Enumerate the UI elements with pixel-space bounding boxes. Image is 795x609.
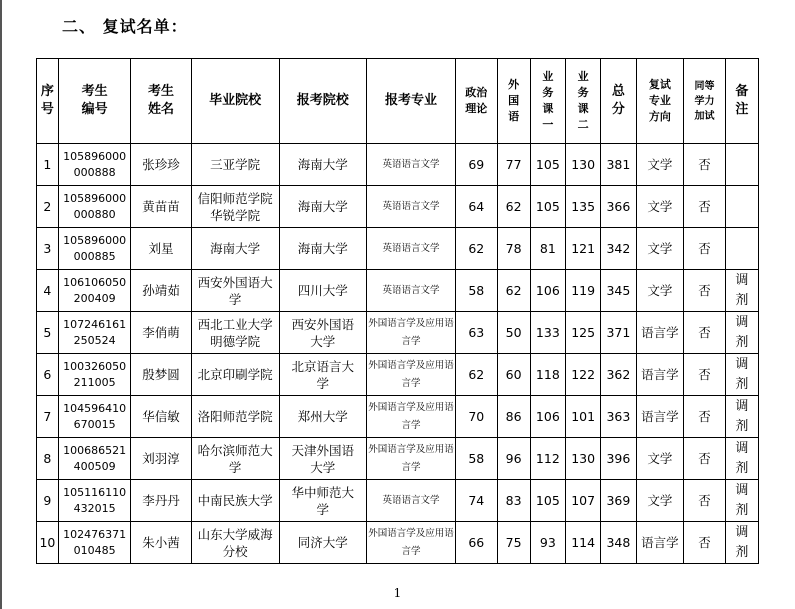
table-row (37, 354, 759, 396)
cell-remark: 调剂 (725, 438, 758, 480)
cell-remark: 调剂 (725, 396, 758, 438)
cell-course1: 105 (530, 144, 565, 186)
cell-remark: 调剂 (725, 312, 758, 354)
cell-name: 刘羽淳 (131, 438, 191, 480)
cell-grad-school: 海南大学 (191, 228, 279, 270)
cell-foreign: 60 (497, 354, 530, 396)
cell-name: 朱小茜 (131, 522, 191, 564)
cell-name: 李俏萌 (131, 312, 191, 354)
cell-name: 张珍珍 (131, 144, 191, 186)
cell-grad-school: 信阳师范学院华锐学院 (191, 186, 279, 228)
retest-roster-table (36, 58, 759, 564)
table-row (37, 480, 759, 522)
cell-apply-major: 外国语言学及应用语言学 (366, 312, 455, 354)
cell-politics: 63 (456, 312, 497, 354)
cell-remark: 调剂 (725, 270, 758, 312)
cell-politics: 58 (456, 270, 497, 312)
cell-foreign: 50 (497, 312, 530, 354)
cell-direction: 语言学 (636, 522, 684, 564)
cell-apply-school: 北京语言大学 (279, 354, 366, 396)
cell-apply-school: 海南大学 (279, 144, 366, 186)
cell-course1: 133 (530, 312, 565, 354)
cell-politics: 62 (456, 228, 497, 270)
cell-politics: 62 (456, 354, 497, 396)
table-row (37, 270, 759, 312)
cell-politics: 58 (456, 438, 497, 480)
cell-apply-school: 同济大学 (279, 522, 366, 564)
cell-no: 3 (37, 228, 59, 270)
cell-foreign: 62 (497, 186, 530, 228)
table-header-row (37, 59, 759, 144)
cell-direction: 文学 (636, 186, 684, 228)
cell-course2: 121 (565, 228, 600, 270)
cell-total: 396 (601, 438, 636, 480)
cell-foreign: 75 (497, 522, 530, 564)
cell-total: 363 (601, 396, 636, 438)
cell-name: 黄苗苗 (131, 186, 191, 228)
cell-apply-major: 英语语言文学 (366, 186, 455, 228)
table-row (37, 396, 759, 438)
cell-remark: 调剂 (725, 480, 758, 522)
cell-grad-school: 西安外国语大学 (191, 270, 279, 312)
cell-equiv: 否 (684, 396, 725, 438)
cell-remark: 调剂 (725, 522, 758, 564)
cell-total: 345 (601, 270, 636, 312)
cell-exam-id: 102476371010485 (58, 522, 131, 564)
cell-course1: 112 (530, 438, 565, 480)
cell-politics: 70 (456, 396, 497, 438)
cell-exam-id: 104596410670015 (58, 396, 131, 438)
cell-apply-school: 西安外国语大学 (279, 312, 366, 354)
cell-name: 华信敏 (131, 396, 191, 438)
header-exam-id: 考生编号 (58, 59, 131, 144)
page-number: 1 (393, 586, 402, 600)
cell-total: 381 (601, 144, 636, 186)
table-row (37, 186, 759, 228)
cell-exam-id: 100326050211005 (58, 354, 131, 396)
cell-grad-school: 北京印刷学院 (191, 354, 279, 396)
cell-total: 366 (601, 186, 636, 228)
cell-no: 2 (37, 186, 59, 228)
cell-equiv: 否 (684, 228, 725, 270)
cell-direction: 文学 (636, 438, 684, 480)
cell-equiv: 否 (684, 312, 725, 354)
section-title: 二、 复试名单： (62, 17, 188, 36)
cell-course1: 106 (530, 396, 565, 438)
cell-course2: 107 (565, 480, 600, 522)
cell-grad-school: 山东大学威海分校 (191, 522, 279, 564)
cell-no: 4 (37, 270, 59, 312)
cell-politics: 64 (456, 186, 497, 228)
header-grad-school: 毕业院校 (191, 59, 279, 144)
cell-course2: 119 (565, 270, 600, 312)
header-course2: 业务课二 (565, 59, 600, 144)
table-row (37, 312, 759, 354)
cell-course1: 105 (530, 186, 565, 228)
table-row (37, 228, 759, 270)
cell-politics: 74 (456, 480, 497, 522)
cell-foreign: 96 (497, 438, 530, 480)
cell-equiv: 否 (684, 522, 725, 564)
cell-name: 李丹丹 (131, 480, 191, 522)
cell-no: 7 (37, 396, 59, 438)
cell-grad-school: 哈尔滨师范大学 (191, 438, 279, 480)
cell-exam-id: 105896000000880 (58, 186, 131, 228)
cell-course1: 81 (530, 228, 565, 270)
cell-remark: 调剂 (725, 354, 758, 396)
cell-course2: 114 (565, 522, 600, 564)
cell-exam-id: 105116110432015 (58, 480, 131, 522)
cell-total: 348 (601, 522, 636, 564)
page-left-border (0, 0, 2, 609)
table-row (37, 438, 759, 480)
cell-name: 殷梦圆 (131, 354, 191, 396)
cell-grad-school: 中南民族大学 (191, 480, 279, 522)
cell-direction: 语言学 (636, 312, 684, 354)
cell-apply-school: 海南大学 (279, 186, 366, 228)
cell-equiv: 否 (684, 186, 725, 228)
cell-direction: 文学 (636, 144, 684, 186)
cell-course1: 106 (530, 270, 565, 312)
cell-apply-major: 外国语言学及应用语言学 (366, 438, 455, 480)
cell-equiv: 否 (684, 480, 725, 522)
cell-politics: 69 (456, 144, 497, 186)
cell-grad-school: 三亚学院 (191, 144, 279, 186)
cell-direction: 文学 (636, 228, 684, 270)
cell-total: 362 (601, 354, 636, 396)
cell-remark (725, 186, 758, 228)
cell-apply-major: 外国语言学及应用语言学 (366, 354, 455, 396)
cell-apply-school: 四川大学 (279, 270, 366, 312)
cell-apply-major: 英语语言文学 (366, 480, 455, 522)
cell-apply-school: 海南大学 (279, 228, 366, 270)
cell-course1: 118 (530, 354, 565, 396)
cell-course2: 130 (565, 144, 600, 186)
cell-apply-major: 英语语言文学 (366, 228, 455, 270)
cell-no: 5 (37, 312, 59, 354)
header-total: 总分 (601, 59, 636, 144)
cell-grad-school: 洛阳师范学院 (191, 396, 279, 438)
cell-equiv: 否 (684, 144, 725, 186)
cell-exam-id: 106106050200409 (58, 270, 131, 312)
cell-apply-major: 英语语言文学 (366, 270, 455, 312)
cell-apply-school: 郑州大学 (279, 396, 366, 438)
cell-name: 刘星 (131, 228, 191, 270)
cell-course2: 130 (565, 438, 600, 480)
cell-total: 369 (601, 480, 636, 522)
cell-apply-school: 天津外国语大学 (279, 438, 366, 480)
cell-no: 10 (37, 522, 59, 564)
cell-equiv: 否 (684, 354, 725, 396)
header-foreign: 外国语 (497, 59, 530, 144)
cell-politics: 66 (456, 522, 497, 564)
cell-no: 8 (37, 438, 59, 480)
header-apply-major: 报考专业 (366, 59, 455, 144)
cell-course2: 101 (565, 396, 600, 438)
cell-apply-school: 华中师范大学 (279, 480, 366, 522)
table-row (37, 144, 759, 186)
cell-grad-school: 西北工业大学明德学院 (191, 312, 279, 354)
cell-no: 6 (37, 354, 59, 396)
cell-apply-major: 外国语言学及应用语言学 (366, 522, 455, 564)
cell-total: 342 (601, 228, 636, 270)
header-name: 考生姓名 (131, 59, 191, 144)
cell-name: 孙靖茹 (131, 270, 191, 312)
header-direction: 复试专业方向 (636, 59, 684, 144)
cell-total: 371 (601, 312, 636, 354)
header-no: 序号 (37, 59, 59, 144)
cell-exam-id: 100686521400509 (58, 438, 131, 480)
cell-course2: 125 (565, 312, 600, 354)
cell-direction: 语言学 (636, 354, 684, 396)
cell-foreign: 78 (497, 228, 530, 270)
cell-course2: 135 (565, 186, 600, 228)
header-course1: 业务课一 (530, 59, 565, 144)
cell-equiv: 否 (684, 270, 725, 312)
cell-exam-id: 105896000000885 (58, 228, 131, 270)
cell-foreign: 86 (497, 396, 530, 438)
header-apply-school: 报考院校 (279, 59, 366, 144)
cell-no: 9 (37, 480, 59, 522)
cell-exam-id: 107246161250524 (58, 312, 131, 354)
cell-foreign: 77 (497, 144, 530, 186)
cell-remark (725, 228, 758, 270)
cell-course1: 105 (530, 480, 565, 522)
header-politics: 政治理论 (456, 59, 497, 144)
cell-foreign: 83 (497, 480, 530, 522)
cell-course1: 93 (530, 522, 565, 564)
cell-apply-major: 英语语言文学 (366, 144, 455, 186)
cell-foreign: 62 (497, 270, 530, 312)
cell-no: 1 (37, 144, 59, 186)
cell-direction: 文学 (636, 270, 684, 312)
cell-apply-major: 外国语言学及应用语言学 (366, 396, 455, 438)
cell-equiv: 否 (684, 438, 725, 480)
cell-direction: 语言学 (636, 396, 684, 438)
cell-course2: 122 (565, 354, 600, 396)
header-equiv-exam: 同等学力加试 (684, 59, 725, 144)
table-row (37, 522, 759, 564)
header-remark: 备注 (725, 59, 758, 144)
cell-remark (725, 144, 758, 186)
cell-exam-id: 105896000000888 (58, 144, 131, 186)
cell-direction: 文学 (636, 480, 684, 522)
